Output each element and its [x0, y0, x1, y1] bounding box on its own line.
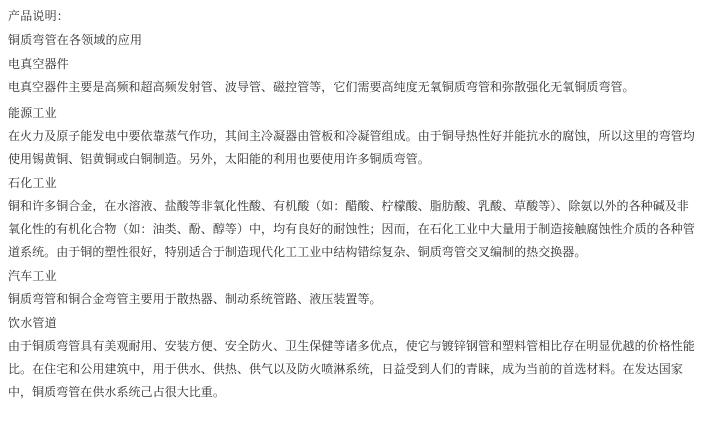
- section-heading-petrochemical: 石化工业: [8, 176, 57, 190]
- section-body-energy-industry: 在火力及原子能发电中要依靠蒸气作功，其间主冷凝器由管板和冷凝管组成。由于铜导热性好并能抗水的腐蚀，所以这里的弯管均使用锡黄铜、铝黄铜或白铜制造。另外，太阳能的利用也要使用许多铜质弯管。: [8, 129, 695, 166]
- section-body-petrochemical: 铜和许多铜合金，在水溶液、盐酸等非氧化性酸、有机酸（如：醋酸、柠檬酸、脂肪酸、乳酸、草酸等）、除氨以外的各种碱及非氧化性的有机化合物（如：油类、酚、醇等）中，均有良好的耐蚀性；因而，在石化工业中大量用于制造接触腐蚀性介质的各种管道系统。由于铜的塑性很好，特别适合于制造现代化工工业中结构错综复杂、铜质弯管交叉编制的热交换器。: [8, 199, 695, 259]
- section-heading-automotive: 汽车工业: [8, 269, 57, 283]
- section-heading-drinking-water: 饮水管道: [8, 316, 57, 330]
- intro-label: 产品说明：: [8, 9, 70, 23]
- document-title: 铜质弯管在各领域的应用: [8, 33, 143, 47]
- section-body-drinking-water: 由于铜质弯管具有美观耐用、安装方便、安全防火、卫生保健等诸多优点，使它与镀锌钢管和塑料管相比存在明显优越的价格性能比。在住宅和公用建筑中，用于供水、供热、供气以及防火喷淋系统，日益受到人们的青睐，成为当前的首选材料。在发达国家中，铜质弯管在供水系统己占很大比重。: [8, 339, 695, 399]
- section-body-automotive: 铜质弯管和铜合金弯管主要用于散热器、制动系统管路、液压装置等。: [8, 292, 382, 306]
- section-heading-energy-industry: 能源工业: [8, 106, 57, 120]
- section-body-vacuum-devices: 电真空器件主要是高频和超高频发射管、波导管、磁控管等，它们需要高纯度无氧铜质弯管和弥散强化无氧铜质弯管。: [8, 80, 635, 94]
- section-heading-vacuum-devices: 电真空器件: [8, 57, 70, 71]
